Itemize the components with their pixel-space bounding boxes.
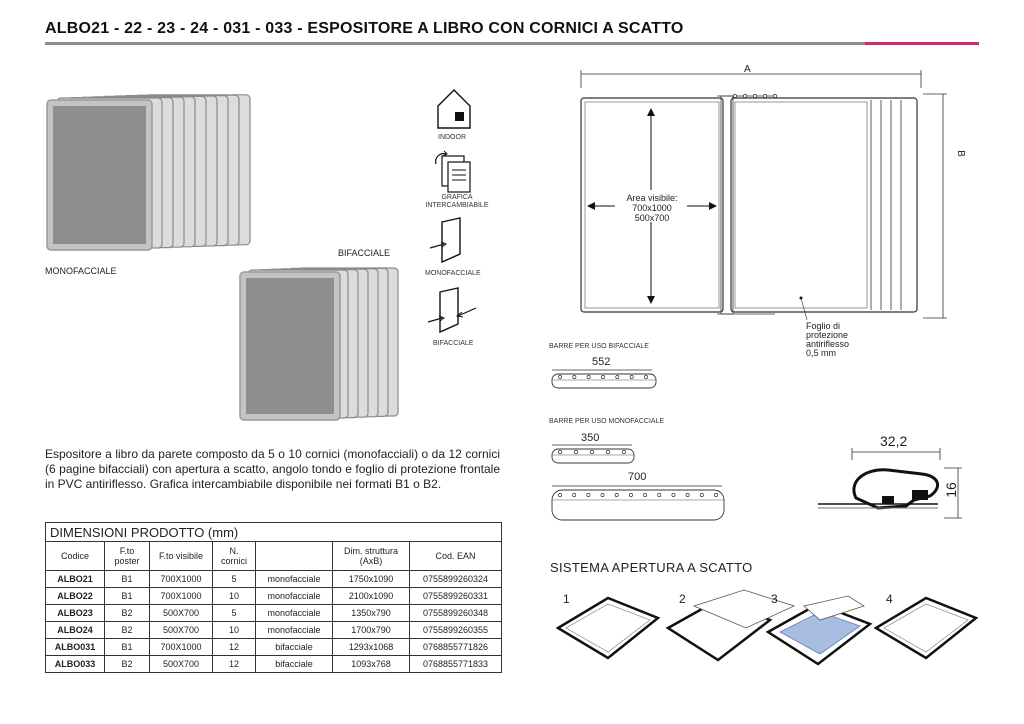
table-cell: 500X700 (150, 605, 213, 622)
monofacciale-bars-label: BARRE PER USO MONOFACCIALE (549, 418, 665, 425)
header-codice: Codice (46, 542, 105, 571)
bar-hole (672, 493, 675, 496)
table-cell: 10 (213, 622, 256, 639)
bar-hole (558, 450, 561, 453)
bar-hole (573, 493, 576, 496)
bifacciale-bar-drawing (548, 368, 668, 392)
table-header-row (46, 542, 502, 571)
product-code-cell: ALBO24 (46, 622, 105, 639)
bar-hole (714, 493, 717, 496)
dimension-b-label: B (954, 150, 966, 157)
bifacciale-product-image (238, 262, 408, 422)
dimension-a-label: A (744, 64, 751, 75)
table-cell: 2100x1090 (333, 588, 410, 605)
bar-hole (574, 450, 577, 453)
step-4-number: 4 (886, 592, 893, 606)
table-row (46, 571, 502, 588)
header-numero-cornici: N. cornici (213, 542, 256, 571)
bar-hole (733, 94, 736, 97)
product-code-cell: ALBO033 (46, 656, 105, 673)
bar-hole (773, 94, 776, 97)
product-code-cell: ALBO22 (46, 588, 105, 605)
bar-hole (558, 493, 561, 496)
indoor-label: INDOOR (438, 134, 466, 141)
table-row (46, 588, 502, 605)
house-icon (436, 88, 472, 130)
title-accent-rule (865, 42, 979, 45)
monofacciale-bar-length-long: 700 (628, 471, 647, 483)
bar-hole (629, 493, 632, 496)
table-cell: B1 (105, 571, 150, 588)
table-cell: monofacciale (256, 622, 333, 639)
monofacciale-label: MONOFACCIALE (45, 266, 117, 276)
profile-height-value: 16 (942, 482, 959, 498)
foil-line-4: 0,5 mm (806, 348, 837, 358)
single-sided-panel-icon (430, 218, 470, 262)
table-cell: 500X700 (150, 622, 213, 639)
product-code-cell: ALBO21 (46, 571, 105, 588)
table-cell: 700X1000 (150, 571, 213, 588)
bar-hole (590, 450, 593, 453)
table-cell: monofacciale (256, 605, 333, 622)
table-cell: monofacciale (256, 571, 333, 588)
bar-hole (615, 493, 618, 496)
table-cell: 12 (213, 639, 256, 656)
table-title: DIMENSIONI PRODOTTO (mm) (46, 523, 502, 542)
table-cell: 700X1000 (150, 639, 213, 656)
table-cell: bifacciale (256, 656, 333, 673)
table-cell: monofacciale (256, 588, 333, 605)
product-dimensions-table (45, 522, 502, 673)
monofacciale-short-bar-drawing (548, 443, 638, 469)
table-cell: B1 (105, 639, 150, 656)
opening-system-title: SISTEMA APERTURA A SCATTO (550, 560, 753, 575)
bar-hole (622, 450, 625, 453)
bar-hole (644, 375, 647, 378)
table-cell: B2 (105, 605, 150, 622)
table-cell: 0755899260324 (410, 571, 502, 588)
table-cell: 1750x1090 (333, 571, 410, 588)
product-code-cell: ALBO031 (46, 639, 105, 656)
product-description: Espositore a libro da parete composto da 5 o 10 cornici (monofacciali) o da 12 cornici (6 pagine bifacciali) con apertura a scatto, angolo tondo e foglio di protezione frontale in PVC antiriflesso. Grafica intercambiabile disponibile nei formati B1 o B2. (45, 447, 500, 491)
table-row (46, 656, 502, 673)
protective-foil-label (806, 322, 849, 358)
bar-hole (606, 450, 609, 453)
bar-hole (686, 493, 689, 496)
product-code-cell: ALBO23 (46, 605, 105, 622)
table-cell: 1093x768 (333, 656, 410, 673)
bar-hole (587, 493, 590, 496)
monofacciale-long-bar-drawing (548, 484, 728, 524)
table-cell: 1350x790 (333, 605, 410, 622)
table-cell: 700X1000 (150, 588, 213, 605)
table-cell: 0755899260348 (410, 605, 502, 622)
bar-hole (630, 375, 633, 378)
table-cell: bifacciale (256, 639, 333, 656)
bar-hole (616, 375, 619, 378)
title-rule (45, 42, 865, 45)
bar-hole (601, 493, 604, 496)
table-cell: 0755899260355 (410, 622, 502, 639)
foil-line-3: antiriflesso (806, 339, 850, 349)
bar-hole (573, 375, 576, 378)
bar-hole (753, 94, 756, 97)
bar-hole (558, 375, 561, 378)
table-cell: B1 (105, 588, 150, 605)
table-cell: 5 (213, 571, 256, 588)
monofacciale-icon-label: MONOFACCIALE (425, 270, 481, 277)
interchangeable-graphics-label: GRAFICA INTERCAMBIABILE (425, 194, 489, 209)
step-3-number: 3 (771, 592, 778, 606)
header-dim-struttura: Dim. struttura (AxB) (333, 542, 410, 571)
monofacciale-product-image (45, 92, 255, 262)
interchangeable-graphics-icon (434, 150, 474, 194)
table-cell: 10 (213, 588, 256, 605)
foil-line-2: protezione (806, 330, 849, 340)
bifacciale-label: BIFACCIALE (338, 248, 391, 258)
table-cell: 0755899260331 (410, 588, 502, 605)
table-cell: B2 (105, 622, 150, 639)
profile-width-value: 32,2 (880, 433, 908, 449)
table-row (46, 639, 502, 656)
visible-area-b2: 500x700 (634, 213, 670, 223)
visible-area-title: Area visibile: (626, 193, 678, 203)
table-cell: 0768855771826 (410, 639, 502, 656)
visible-area-b1: 700x1000 (632, 203, 672, 213)
bar-hole (601, 375, 604, 378)
header-formato-poster: F.to poster (105, 542, 150, 571)
table-cell: 1293x1068 (333, 639, 410, 656)
bifacciale-bar-length: 552 (592, 356, 611, 368)
table-cell: B2 (105, 656, 150, 673)
opening-system-steps (548, 588, 988, 698)
page-title: ALBO21 - 22 - 23 - 24 - 031 - 033 - ESPOSITORE A LIBRO CON CORNICI A SCATTO (45, 20, 684, 37)
monofacciale-bar-length-short: 350 (581, 432, 600, 444)
bar-hole (763, 94, 766, 97)
double-sided-panel-icon (428, 288, 478, 336)
bifacciale-icon-label: BIFACCIALE (433, 340, 474, 347)
table-cell: 12 (213, 656, 256, 673)
step-1-number: 1 (563, 592, 570, 606)
bar-hole (643, 493, 646, 496)
profile-section-drawing (818, 448, 968, 528)
bifacciale-bars-label: BARRE PER USO BIFACCIALE (549, 343, 649, 350)
table-cell: 0768855771833 (410, 656, 502, 673)
bar-hole (658, 493, 661, 496)
bar-hole (743, 94, 746, 97)
table-cell: 5 (213, 605, 256, 622)
foil-line-1: Foglio di (806, 321, 841, 331)
table-row (46, 622, 502, 639)
header-formato-visibile: F.to visibile (150, 542, 213, 571)
bar-hole (700, 493, 703, 496)
table-cell: 1700x790 (333, 622, 410, 639)
table-row (46, 605, 502, 622)
bar-hole (587, 375, 590, 378)
visible-area-label (615, 193, 689, 223)
header-ean: Cod. EAN (410, 542, 502, 571)
header-tipo (256, 542, 333, 571)
table-title-row (46, 523, 502, 542)
table-cell: 500X700 (150, 656, 213, 673)
step-2-number: 2 (679, 592, 686, 606)
